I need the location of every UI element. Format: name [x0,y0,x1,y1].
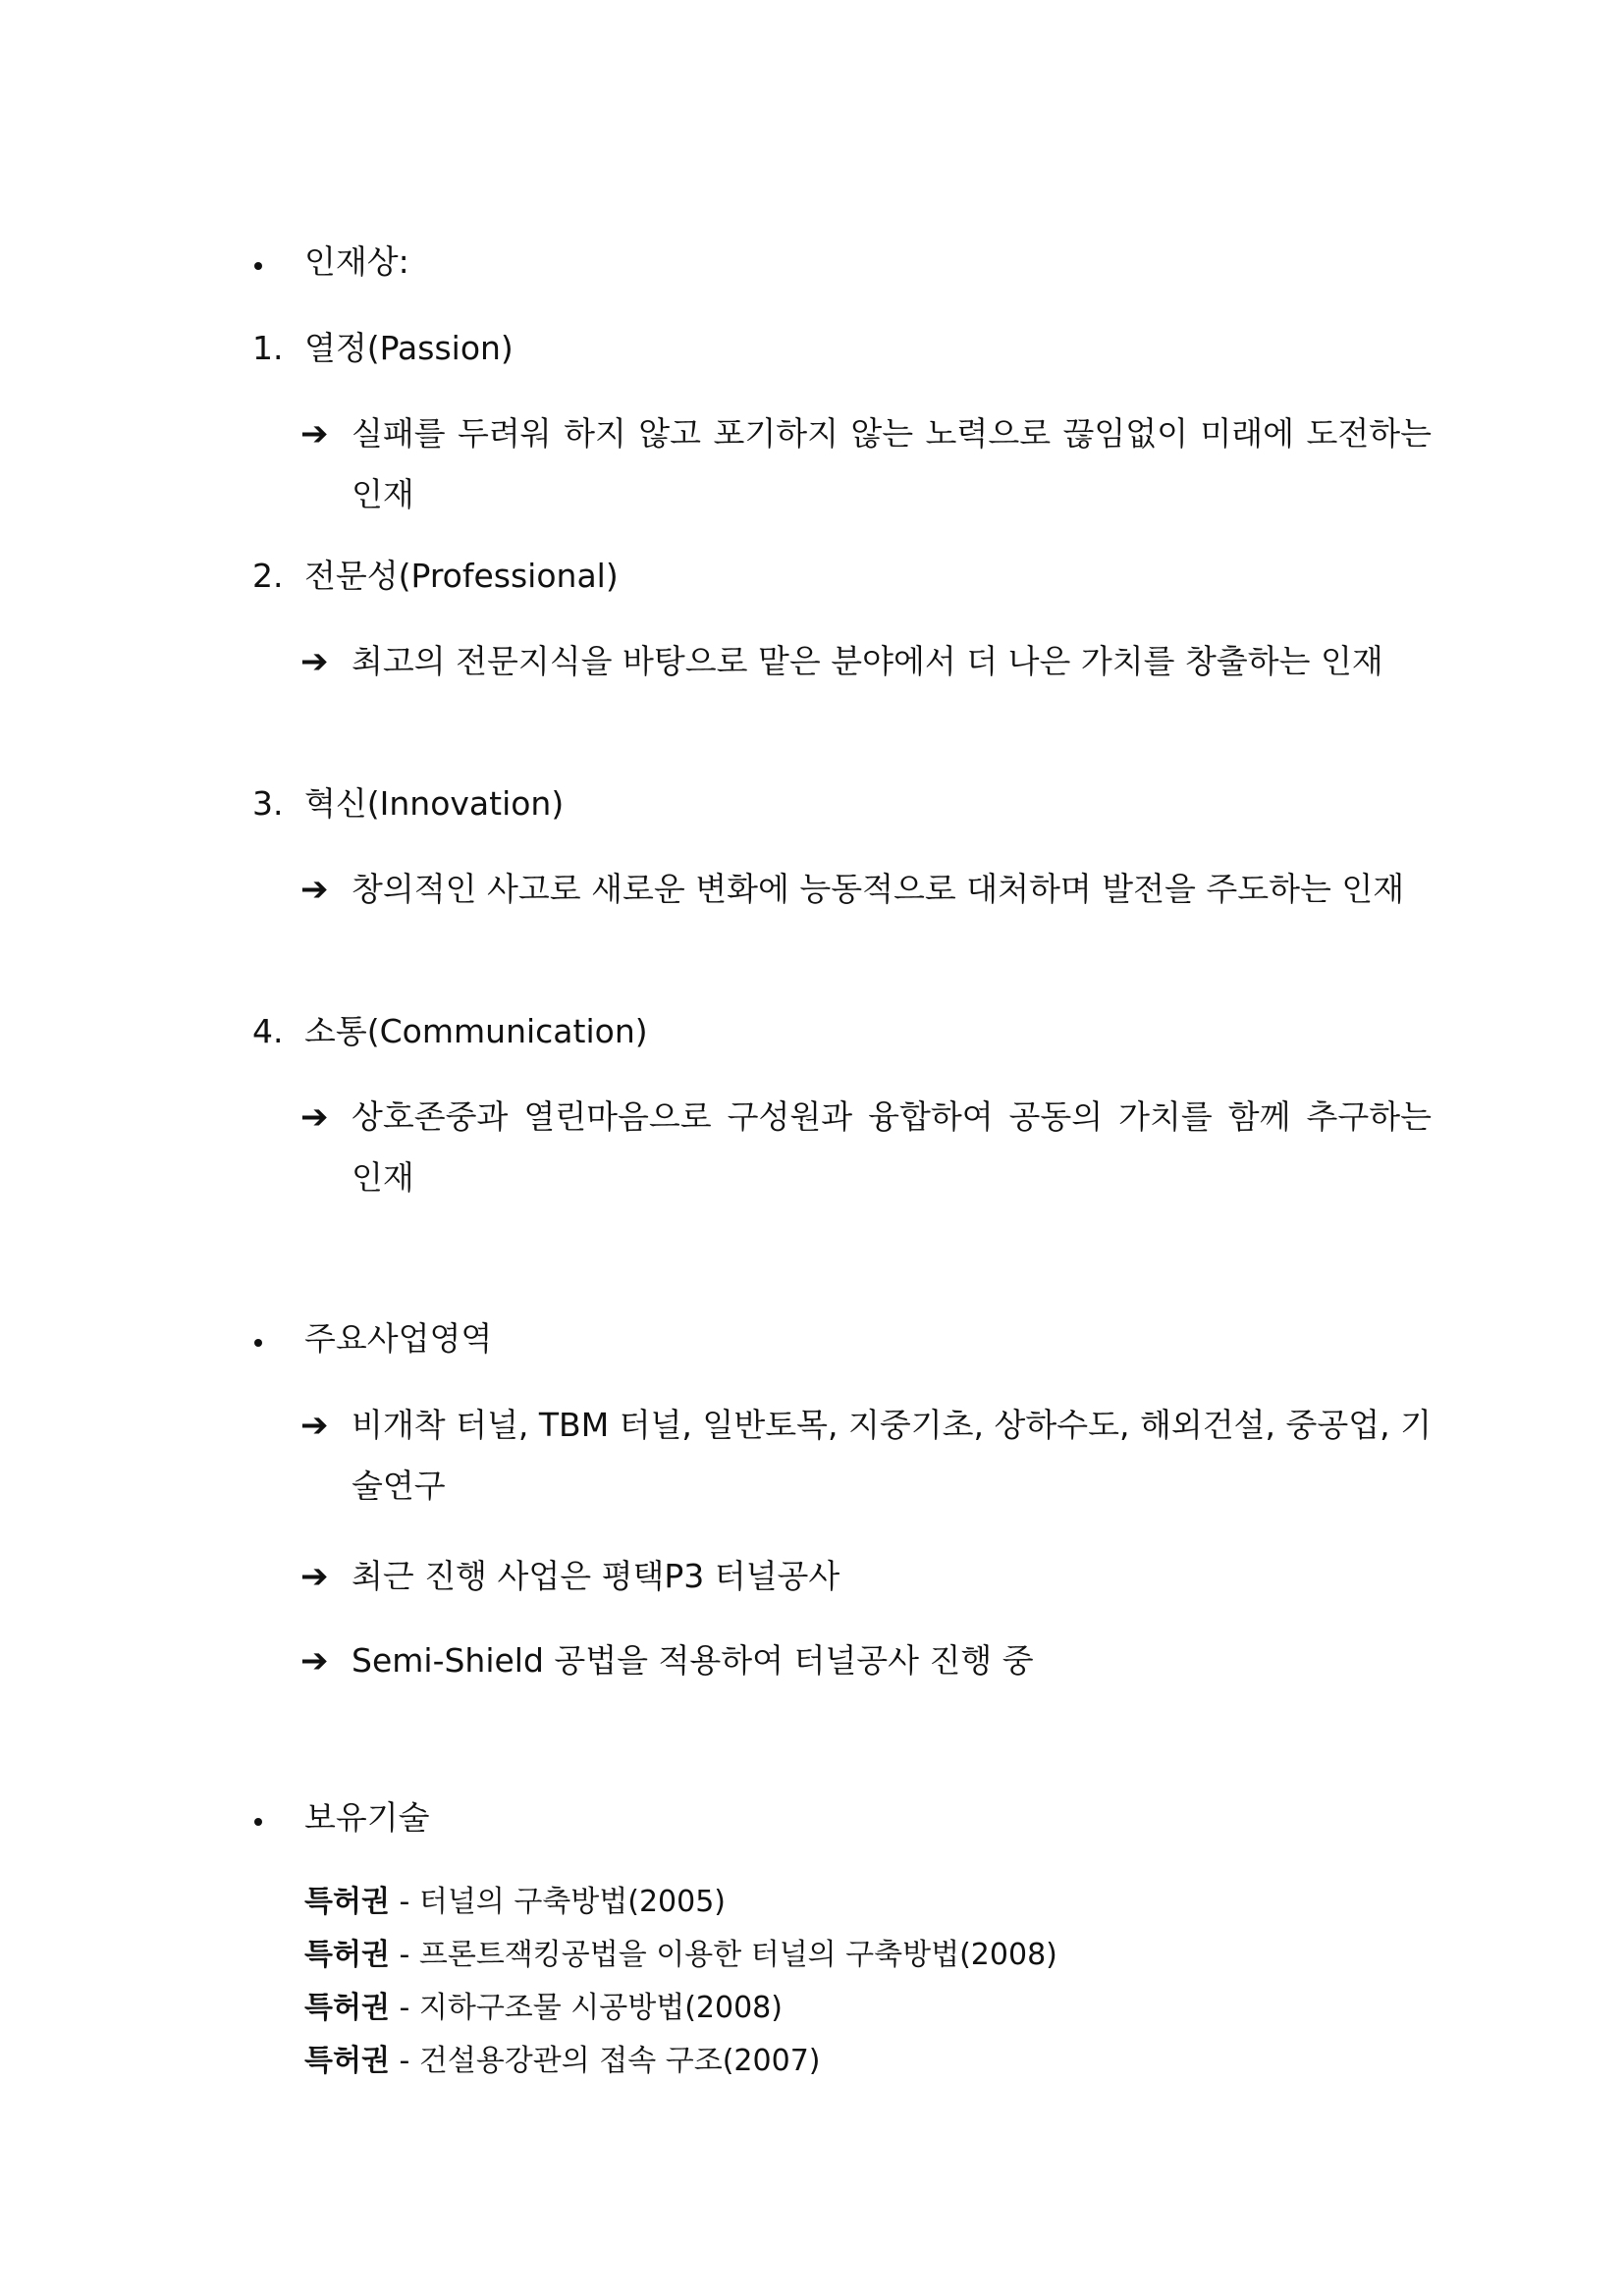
right-arrow-icon: ➔ [300,642,329,681]
patent-separator: - [389,1885,419,1919]
list-number: 4. [252,1012,284,1050]
talent-item-title: 열정(Passion) [304,329,514,367]
patent-item [304,1989,783,2028]
right-arrow-icon: ➔ [300,1641,329,1681]
patent-label: 특허권 [304,1885,390,1919]
talent-item-description: 최고의 전문지식을 바탕으로 맡은 분야에서 더 나은 가치를 창출하는 인재 [352,642,1383,680]
talent-item-description: 실패를 두려워 하지 않고 포기하지 않는 노력으로 끊임없이 미래에 도전하는 인재 [352,414,1432,513]
list-number: 2. [252,557,284,595]
right-arrow-icon: ➔ [300,870,329,909]
talent-item-description: 상호존중과 열린마음으로 구성원과 융합하여 공동의 가치를 함께 추구하는 인재 [352,1097,1432,1197]
right-arrow-icon: ➔ [300,1557,329,1596]
talent-item-title: 전문성(Professional) [304,557,619,595]
talent-heading: 인재상: [304,242,409,281]
list-number: 1. [252,329,284,367]
bullet-icon [254,1339,262,1347]
patent-separator: - [389,2044,419,2078]
bullet-icon [254,1818,262,1826]
patent-separator: - [389,1991,419,2025]
patent-label: 특허권 [304,1938,390,1972]
patent-text: 지하구조물 시공방법(2008) [418,1991,783,2025]
technology-heading: 보유기술 [304,1798,430,1837]
patent-item [304,1936,1057,1975]
business-item: Semi-Shield 공법을 적용하여 터널공사 진행 중 [352,1641,1034,1680]
right-arrow-icon: ➔ [300,1097,329,1137]
patent-text: 프론트잭킹공법을 이용한 터널의 구축방법(2008) [418,1938,1057,1972]
business-item: 최근 진행 사업은 평택P3 터널공사 [352,1557,840,1595]
patent-text: 건설용강관의 접속 구조(2007) [418,2044,821,2078]
talent-item-description: 창의적인 사고로 새로운 변화에 능동적으로 대처하며 발전을 주도하는 인재 [352,870,1405,908]
patent-text: 터널의 구축방법(2005) [418,1885,727,1919]
patent-item [304,1883,726,1922]
talent-item-title: 소통(Communication) [304,1012,648,1050]
patent-item [304,2042,821,2081]
patent-separator: - [389,1938,419,1972]
right-arrow-icon: ➔ [300,414,329,454]
patent-label: 특허권 [304,1991,390,2025]
list-number: 3. [252,784,284,823]
business-item: 비개착 터널, TBM 터널, 일반토목, 지중기초, 상하수도, 해외건설, 중공업, 기술연구 [352,1406,1432,1505]
talent-item-title: 혁신(Innovation) [304,784,565,823]
business-heading: 주요사업영역 [304,1319,493,1358]
right-arrow-icon: ➔ [300,1406,329,1445]
bullet-icon [254,262,262,270]
patent-label: 특허권 [304,2044,390,2078]
